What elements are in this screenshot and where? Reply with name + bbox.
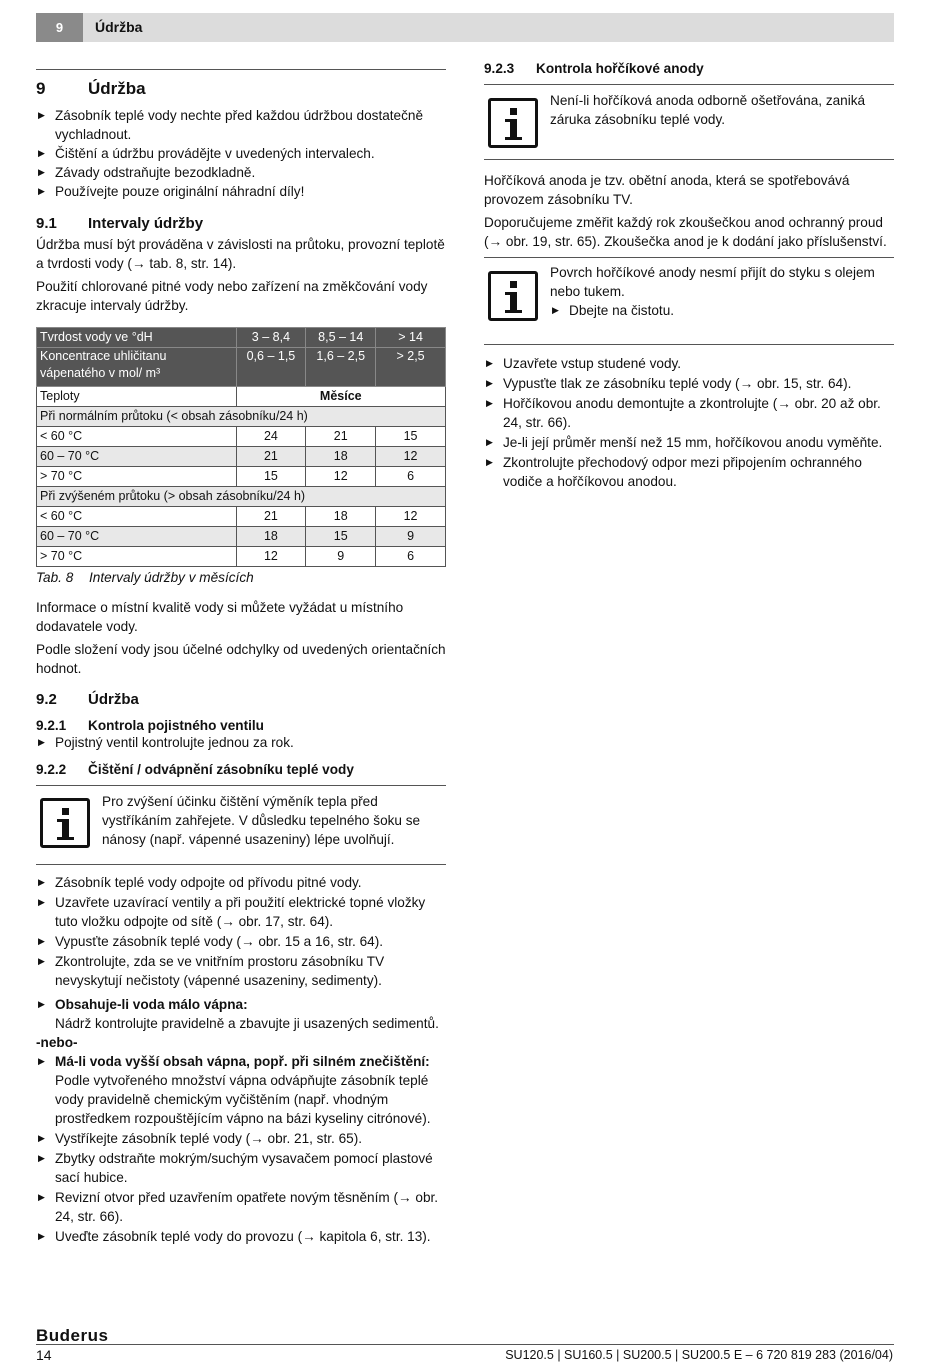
table-cell: 15	[376, 427, 446, 447]
table-row	[37, 348, 446, 387]
section-heading-9: 9 Údržba	[36, 79, 146, 98]
section-heading-9-2: 9.2 Údržba	[36, 691, 139, 708]
paragraph: Informace o místní kvalitě vody si můžete vyžádat u místního dodavatele vody.	[36, 600, 404, 634]
document-reference: SU120.5 | SU160.5 | SU200.5 | SU200.5 E – 6 720 819 283 (2016/04)	[505, 1348, 893, 1362]
info-icon	[488, 271, 538, 321]
footer-divider	[36, 1344, 894, 1345]
table-cell: 60 – 70 °C	[37, 527, 237, 547]
table-caption: Tab. 8 Intervaly údržby v měsících	[36, 570, 254, 585]
table-cell: 15	[236, 467, 306, 487]
list-item: ▶ Vypusťte tlak ze zásobníku teplé vody (→ obr. 15, str. 64).	[484, 374, 894, 393]
info-text: Povrch hořčíkové anody nesmí přijít do styku s olejem nebo tukem.	[550, 265, 875, 299]
table-cell: Při zvýšeném průtoku (> obsah zásobníku/24 h)	[37, 487, 446, 507]
table-cell: 24	[236, 427, 306, 447]
maintenance-interval-table	[36, 327, 446, 567]
table-cell: 9	[376, 527, 446, 547]
paragraph: Použití chlorované pitné vody nebo zařízení na změkčování vody zkracuje intervaly údržby.	[36, 279, 428, 313]
table-cell: Při normálním průtoku (< obsah zásobníku/24 h)	[37, 407, 446, 427]
anode-steps-list	[484, 354, 894, 491]
list-item: ▶ Uzavřete uzavírací ventily a při použití elektrické topné vložky tuto vložku odpojte od sítě (→ obr. 17, str. 64).	[36, 893, 446, 931]
table-cell: 12	[236, 547, 306, 567]
list-item: ▶ Obsahuje-li voda málo vápna: Nádrž kontrolujte pravidelně a zbavujte ji usazených sedimentů.	[36, 995, 446, 1033]
table-row	[37, 507, 446, 527]
table-cell: 15	[306, 527, 376, 547]
table-cell: 0,6 – 1,5	[236, 348, 306, 387]
info-note-warranty	[484, 84, 894, 160]
cleaning-steps-list	[36, 873, 446, 1033]
list-item: ▶ Zásobník teplé vody odpojte od přívodu pitné vody.	[36, 873, 446, 892]
list-item: ▶ Uveďte zásobník teplé vody do provozu (→ kapitola 6, str. 13).	[36, 1227, 446, 1246]
table-cell: Koncentrace uhličitanu vápenatého v mol/ m³	[37, 348, 237, 387]
right-column	[484, 61, 894, 491]
list-item: ▶ Závady odstraňujte bezodkladně.	[36, 163, 446, 182]
table-cell: 9	[306, 547, 376, 567]
section-heading-9-1: 9.1 Intervaly údržby	[36, 215, 204, 232]
bullet-list	[36, 733, 446, 752]
table-row	[37, 427, 446, 447]
table-cell: 21	[306, 427, 376, 447]
info-note	[36, 785, 446, 865]
table-cell: > 14	[376, 328, 446, 348]
list-item: ▶ Dbejte na čistotu.	[550, 301, 894, 320]
table-cell: 18	[306, 447, 376, 467]
table-cell: 1,6 – 2,5	[306, 348, 376, 387]
table-cell: 18	[306, 507, 376, 527]
table-cell: 3 – 8,4	[236, 328, 306, 348]
list-item: ▶ Vystříkejte zásobník teplé vody (→ obr. 21, str. 65).	[36, 1129, 446, 1148]
list-item: ▶ Vypusťte zásobník teplé vody (→ obr. 15 a 16, str. 64).	[36, 932, 446, 951]
paragraph: Podle složení vody jsou účelné odchylky od uvedených orientačních hodnot.	[36, 642, 446, 676]
table-row	[37, 527, 446, 547]
chapter-title: Údržba	[95, 19, 143, 35]
list-item: ▶ Používejte pouze originální náhradní díly!	[36, 182, 446, 201]
table-row	[37, 547, 446, 567]
table-cell: 8,5 – 14	[306, 328, 376, 348]
info-text: Pro zvýšení účinku čištění výměník tepla před vystříkáním zahřejete. V důsledku tepelného šoku se nánosy (např. vápenné usazeniny) lépe uvolňují.	[102, 794, 421, 847]
brand-logo: Buderus	[36, 1326, 109, 1345]
table-group-row	[37, 407, 446, 427]
paragraph: Hořčíková anoda je tzv. obětní anoda, která se spotřebovává provozem zásobníku TV.	[484, 173, 850, 207]
table-row	[37, 467, 446, 487]
table-cell: 6	[376, 467, 446, 487]
table-cell: 21	[236, 447, 306, 467]
table-cell: > 70 °C	[37, 467, 237, 487]
list-item: ▶ Čištění a údržbu provádějte v uvedených intervalech.	[36, 144, 446, 163]
intro-bullet-list	[36, 106, 446, 201]
table-row	[37, 387, 446, 407]
table-cell: 12	[376, 447, 446, 467]
info-text: Není-li hořčíková anoda odborně ošetřována, zaniká záruka zásobníku teplé vody.	[550, 93, 866, 127]
list-item: ▶ Revizní otvor před uzavřením opatřete novým těsněním (→ obr. 24, str. 66).	[36, 1188, 446, 1226]
section-heading-9-2-1: 9.2.1 Kontrola pojistného ventilu	[36, 718, 264, 733]
list-item: ▶ Je-li její průměr menší než 15 mm, hořčíkovou anodu vyměňte.	[484, 433, 894, 452]
info-icon	[488, 98, 538, 148]
list-item: ▶ Má-li voda vyšší obsah vápna, popř. při silném znečištění: Podle vytvořeného množství vápna odvápňujte zásobník teplé vody pravidelně chemickým vyčištěním (např. vhodným prostředkem rozpouštějícím vápno na bázi kyseliny citrónové).	[36, 1052, 446, 1128]
divider	[36, 69, 446, 70]
table-group-row	[37, 487, 446, 507]
table-cell: < 60 °C	[37, 427, 237, 447]
table-cell: 6	[376, 547, 446, 567]
table-cell: 21	[236, 507, 306, 527]
table-cell: 12	[306, 467, 376, 487]
table-cell: Teploty	[37, 387, 237, 407]
section-heading-9-2-3: 9.2.3 Kontrola hořčíkové anody	[484, 61, 704, 76]
info-note-oil	[484, 257, 894, 345]
page-number: 14	[36, 1347, 52, 1363]
chapter-number: 9	[36, 13, 83, 42]
table-cell: Měsíce	[236, 387, 445, 407]
table-cell: > 2,5	[376, 348, 446, 387]
table-cell: 18	[236, 527, 306, 547]
paragraph: Doporučujeme změřit každý rok zkoušečkou anod ochranný proud (→ obr. 19, str. 65). Zkoušečka anod je k dodání jako příslušenství.	[484, 215, 887, 249]
list-item: ▶ Zkontrolujte přechodový odpor mezi připojením ochranného vodiče a hořčíkovou anodou.	[484, 453, 894, 491]
table-cell: Tvrdost vody ve °dH	[37, 328, 237, 348]
alternative-label: -nebo-	[36, 1035, 78, 1050]
list-item: ▶ Uzavřete vstup studené vody.	[484, 354, 894, 373]
cleaning-steps-list-2	[36, 1052, 446, 1246]
list-item: ▶ Hořčíkovou anodu demontujte a zkontrolujte (→ obr. 20 až obr. 24, str. 66).	[484, 394, 894, 432]
table-cell: < 60 °C	[37, 507, 237, 527]
table-cell: 12	[376, 507, 446, 527]
table-cell: 60 – 70 °C	[37, 447, 237, 467]
list-item: ▶ Pojistný ventil kontrolujte jednou za rok.	[36, 733, 446, 752]
info-icon	[40, 798, 90, 848]
left-column	[36, 69, 446, 1246]
list-item: ▶ Zkontrolujte, zda se ve vnitřním prostoru zásobníku TV nevyskytují nečistoty (vápenné usazeniny, sedimenty).	[36, 952, 446, 990]
table-row	[37, 447, 446, 467]
chapter-header-bar	[36, 13, 894, 42]
list-item: ▶ Zásobník teplé vody nechte před každou údržbou dostatečně vychladnout.	[36, 106, 446, 144]
paragraph: Údržba musí být prováděna v závislosti na průtoku, provozní teplotě a tvrdosti vody (→ tab. 8, str. 14).	[36, 237, 445, 271]
table-row	[37, 328, 446, 348]
table-cell: > 70 °C	[37, 547, 237, 567]
info-bullet-list	[550, 301, 894, 320]
list-item: ▶ Zbytky odstraňte mokrým/suchým vysavačem pomocí plastové sací hubice.	[36, 1149, 446, 1187]
section-heading-9-2-2: 9.2.2 Čištění / odvápnění zásobníku teplé vody	[36, 762, 354, 777]
